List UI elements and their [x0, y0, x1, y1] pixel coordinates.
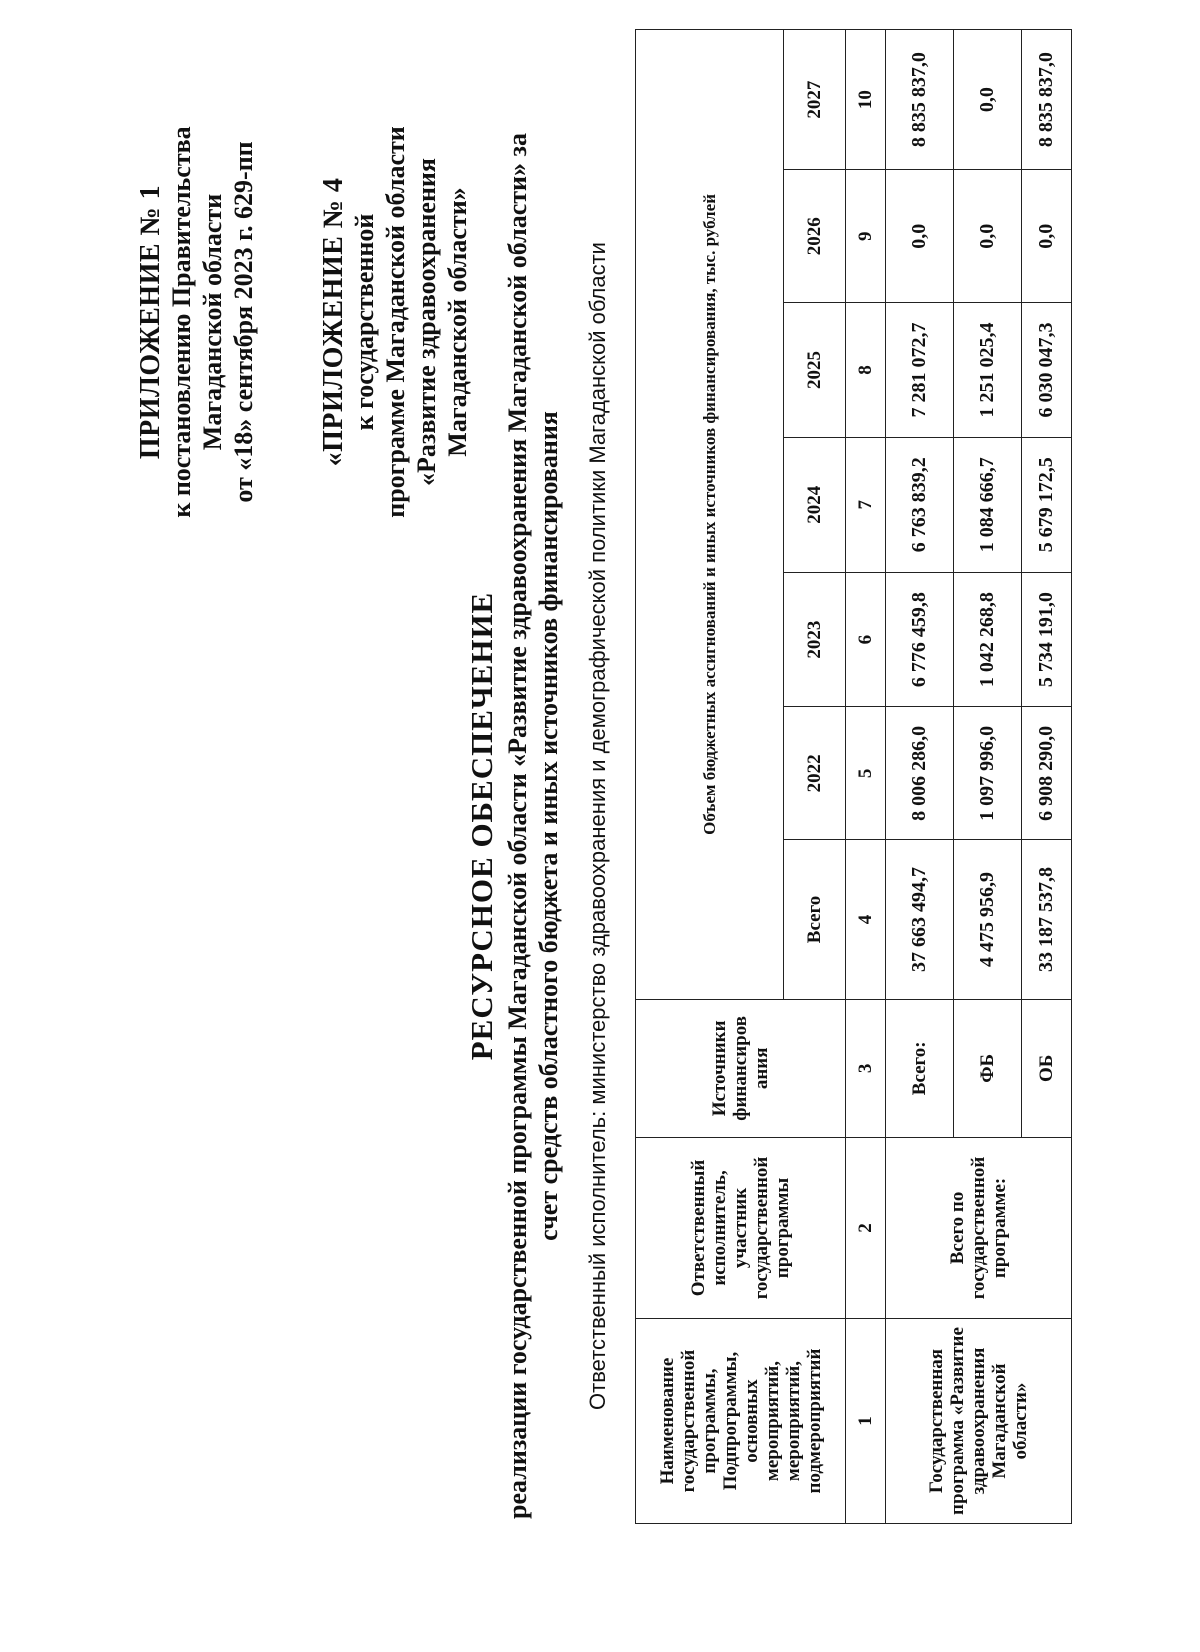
value-cell: 7 281 072,7 — [886, 303, 954, 438]
appendix-1-title: ПРИЛОЖЕНИЕ № 1 — [135, 184, 166, 460]
column-number: 6 — [846, 572, 886, 707]
funding-table — [635, 29, 1072, 1524]
header-year: 2023 — [784, 572, 846, 707]
header-year: 2026 — [784, 170, 846, 303]
document-title-sub-line: счет средств областного бюджета и иных источников финансирования — [534, 411, 563, 1241]
header-year: 2024 — [784, 437, 846, 572]
value-cell: 6 776 459,8 — [886, 572, 954, 707]
header-year: 2022 — [784, 707, 846, 840]
appendix-4-block — [318, 42, 473, 602]
column-number: 3 — [846, 999, 886, 1137]
appendix-1-block — [135, 42, 259, 602]
value-cell: 6 030 047,3 — [1022, 303, 1072, 438]
appendix-1-line: Магаданской области — [198, 193, 227, 451]
column-number-row — [846, 30, 886, 1524]
column-number: 5 — [846, 707, 886, 840]
column-number: 9 — [846, 170, 886, 303]
header-year: 2025 — [784, 303, 846, 438]
value-cell: 5 679 172,5 — [1022, 437, 1072, 572]
responsible-executor-line: Ответственный исполнитель: министерство здравоохранения и демографической политики Магаданской области — [585, 242, 610, 1410]
appendix-4-line: программе Магаданской области — [381, 126, 410, 518]
table-header-row — [636, 30, 784, 1524]
source-cell: ОБ — [1022, 999, 1072, 1137]
program-name-cell: Государственная программа «Развитие здравоохранения Магаданской области» — [886, 1319, 1072, 1524]
column-number: 7 — [846, 437, 886, 572]
appendix-1-line: от «18» сентября 2023 г. 629-пп — [229, 141, 258, 503]
column-number: 8 — [846, 303, 886, 438]
column-number: 10 — [846, 30, 886, 170]
header-volume: Объем бюджетных ассигнований и иных источников финансирования, тыс. рублей — [636, 30, 784, 1000]
program-executor-cell: Всего по государственной программе: — [886, 1137, 1072, 1318]
value-cell: 8 006 286,0 — [886, 707, 954, 840]
value-cell: 6 908 290,0 — [1022, 707, 1072, 840]
source-cell: Всего: — [886, 999, 954, 1137]
value-cell: 1 251 025,4 — [954, 303, 1022, 438]
value-cell: 4 475 956,9 — [954, 840, 1022, 1000]
header-total: Всего — [784, 840, 846, 1000]
value-cell: 1 042 268,8 — [954, 572, 1022, 707]
column-number: 1 — [846, 1319, 886, 1524]
appendix-4-line: Магаданской области» — [443, 187, 472, 457]
appendix-4-title: «ПРИЛОЖЕНИЕ № 4 — [318, 177, 349, 467]
value-cell: 8 835 837,0 — [886, 30, 954, 170]
appendix-1-line: к постановлению Правительства — [167, 126, 196, 518]
header-year: 2027 — [784, 30, 846, 170]
value-cell: 5 734 191,0 — [1022, 572, 1072, 707]
document-title-sub-line: реализации государственной программы Магаданской области «Развитие здравоохранения Магаданской области» за — [503, 133, 532, 1519]
appendix-4-line: «Развитие здравоохранения — [412, 158, 441, 486]
header-source: Источники финансиров ания — [636, 999, 846, 1137]
column-number: 4 — [846, 840, 886, 1000]
header-executor: Ответственный исполнитель, участник государственной программы — [636, 1137, 846, 1318]
value-cell: 1 097 996,0 — [954, 707, 1022, 840]
value-cell: 37 663 494,7 — [886, 840, 954, 1000]
source-cell: ФБ — [954, 999, 1022, 1137]
value-cell: 1 084 666,7 — [954, 437, 1022, 572]
document-title — [462, 0, 564, 1652]
appendix-4-line: к государственной — [350, 213, 379, 431]
value-cell: 0,0 — [954, 30, 1022, 170]
value-cell: 6 763 839,2 — [886, 437, 954, 572]
document-title-main: РЕСУРСНОЕ ОБЕСПЕЧЕНИЕ — [464, 591, 499, 1061]
value-cell: 33 187 537,8 — [1022, 840, 1072, 1000]
value-cell: 0,0 — [954, 170, 1022, 303]
value-cell: 0,0 — [886, 170, 954, 303]
column-number: 2 — [846, 1137, 886, 1318]
header-name: Наименование государственной программы, Подпрограммы, основных мероприятий, мероприятий, подмероприятий — [636, 1319, 846, 1524]
value-cell: 0,0 — [1022, 170, 1072, 303]
table-row — [886, 30, 954, 1524]
value-cell: 8 835 837,0 — [1022, 30, 1072, 170]
